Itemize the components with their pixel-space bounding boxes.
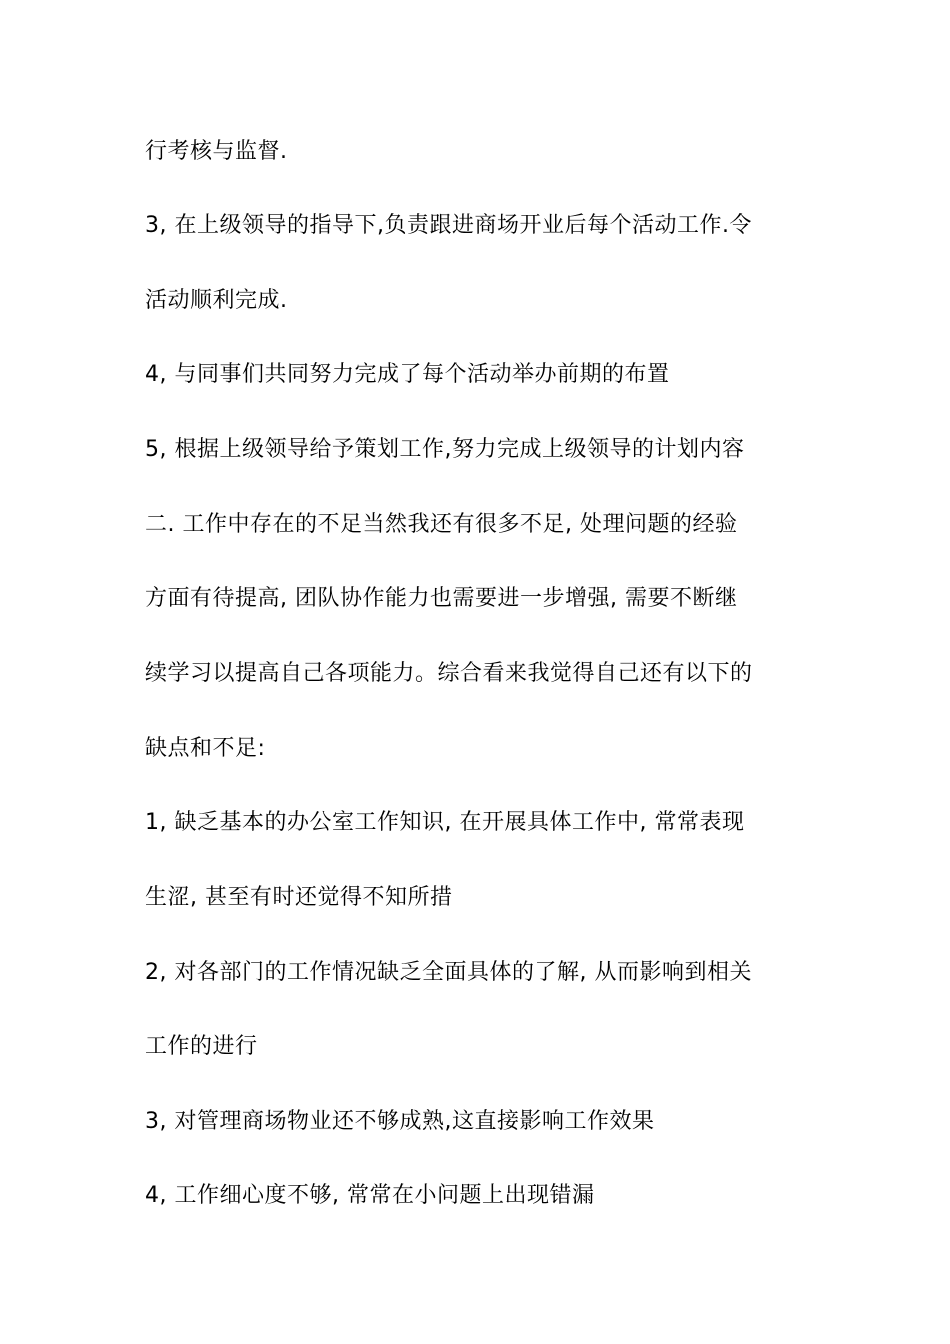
text-line: 续学习以提高自己各项能力。综合看来我觉得自己还有以下的 — [145, 661, 753, 686]
text-line: 4, 工作细心度不够, 常常在小问题上出现错漏 — [145, 1183, 595, 1208]
text-line: 二. 工作中存在的不足当然我还有很多不足, 处理问题的经验 — [145, 512, 738, 537]
text-line: 3, 对管理商场物业还不够成熟,这直接影响工作效果 — [145, 1109, 655, 1134]
text-line: 工作的进行 — [145, 1034, 258, 1059]
text-line: 4, 与同事们共同努力完成了每个活动举办前期的布置 — [145, 362, 670, 387]
text-line: 2, 对各部门的工作情况缺乏全面具体的了解, 从而影响到相关 — [145, 960, 752, 985]
text-line: 缺点和不足: — [145, 736, 266, 761]
text-line: 3, 在上级领导的指导下,负责跟进商场开业后每个活动工作.令 — [145, 213, 752, 238]
text-line: 生涩, 甚至有时还觉得不知所措 — [145, 885, 453, 910]
text-line: 5, 根据上级领导给予策划工作,努力完成上级领导的计划内容 — [145, 437, 745, 462]
text-line: 方面有待提高, 团队协作能力也需要进一步增强, 需要不断继 — [145, 586, 738, 611]
text-line: 活动顺利完成. — [145, 288, 288, 313]
text-line: 1, 缺乏基本的办公室工作知识, 在开展具体工作中, 常常表现 — [145, 810, 745, 835]
text-line: 行考核与监督. — [145, 139, 288, 164]
